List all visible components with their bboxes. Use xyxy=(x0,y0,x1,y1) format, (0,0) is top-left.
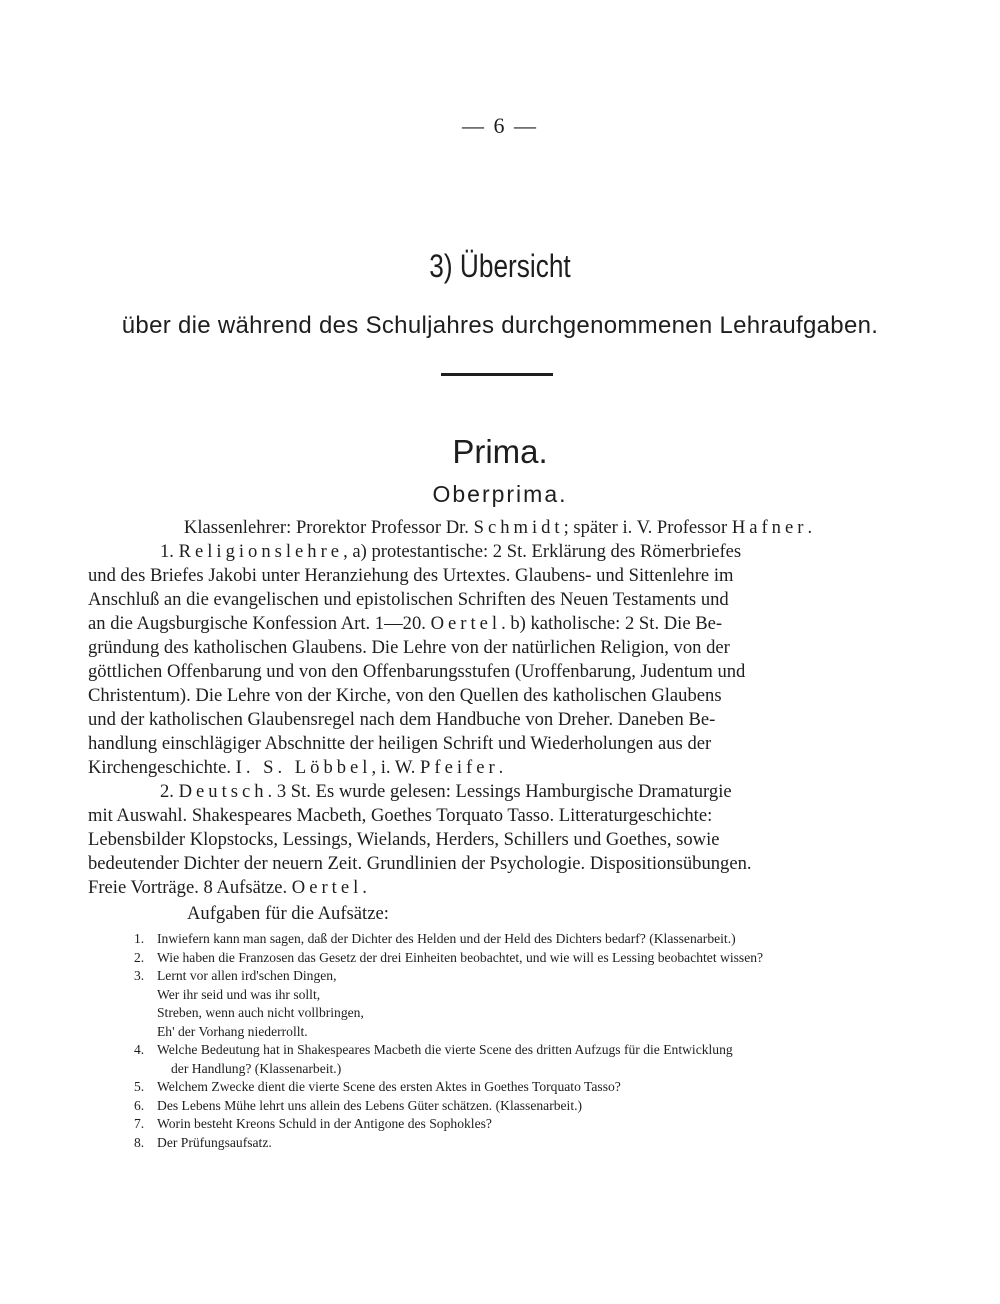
text-line: gründung des katholischen Glaubens. Die Lehre von der natürlichen Religion, von der xyxy=(88,637,730,658)
teacher-name: Hafner xyxy=(731,517,808,538)
class-teacher-line: Klassenlehrer: Prorektor Professor Dr. Schmidt; später i. V. Professor Hafner. xyxy=(183,517,813,538)
teacher-name: Schmidt xyxy=(473,517,564,538)
list-item: 6. Des Lebens Mühe lehrt uns allein des Lebens Güter schätzen. (Klassenarbeit.) xyxy=(134,1097,583,1113)
body-text xyxy=(88,516,908,900)
text-line: bedeutender Dichter der neuern Zeit. Grundlinien der Psychologie. Dispositionsübungen. xyxy=(88,853,752,874)
deutsch-paragraph xyxy=(88,780,908,900)
subject-name: Deutsch xyxy=(178,781,268,802)
list-item: 1. Inwiefern kann man sagen, daß der Dichter des Helden und der Held des Dichters bedarf? (Klassenarbeit.) xyxy=(134,931,736,946)
text-line: Lebensbilder Klopstocks, Lessings, Wielands, Herders, Schillers und Goethes, sowie xyxy=(88,829,720,850)
religion-paragraph xyxy=(88,540,908,780)
text-line: an die Augsburgische Konfession Art. 1—20. Oertel. b) katholische: 2 St. Die Be- xyxy=(88,613,723,634)
page-number: — 6 — xyxy=(462,113,538,138)
text-line: Anschluß an die evangelischen und epistolischen Schriften des Neuen Testaments und xyxy=(88,589,729,610)
list-item: 8. Der Prüfungsaufsatz. xyxy=(134,1134,272,1150)
text-line: und des Briefes Jakobi unter Heranziehung des Urtextes. Glaubens- und Sittenlehre im xyxy=(88,565,734,586)
text-line: göttlichen Offenbarung und von den Offenbarungsstufen (Uroffenbarung, Judentum und xyxy=(88,661,746,682)
list-item: 4. Welche Bedeutung hat in Shakespeares Macbeth die vierte Scene des dritten Aufzugs für die Entwicklung der Handlung? (Klassenarbeit.) xyxy=(134,1042,733,1076)
subject-name: Religionslehre xyxy=(178,541,344,562)
teacher-name: Oertel xyxy=(430,613,502,634)
text-line: 1. Religionslehre, a) protestantische: 2 St. Erklärung des Römerbriefes xyxy=(160,541,742,562)
list-item: 2. Wie haben die Franzosen das Gesetz der drei Einheiten beobachtet, und wie will es Lessing beobachtet wissen? xyxy=(134,949,764,965)
teacher-name: Pfeifer xyxy=(420,757,499,778)
subclass-heading: Oberprima. xyxy=(432,481,568,507)
text-line: und der katholischen Glaubensregel nach dem Handbuche von Dreher. Daneben Be- xyxy=(88,709,716,730)
section-heading: 3) Übersicht xyxy=(429,248,571,284)
divider-rule xyxy=(441,373,553,376)
teacher-name: Oertel xyxy=(291,877,363,898)
essay-task-list xyxy=(134,930,914,1152)
tasks-heading: Aufgaben für die Aufsätze: xyxy=(187,903,389,924)
text-line: Freie Vorträge. 8 Aufsätze. Oertel. xyxy=(88,877,367,898)
text-line: 2. Deutsch. 3 St. Es wurde gelesen: Lessings Hamburgische Dramaturgie xyxy=(160,781,732,802)
list-item: 3. Lernt vor allen ird'schen Dingen, Wer ihr seid und was ihr sollt, Streben, wenn auch nicht vollbringen, Eh' der Vorhang niederrollt. xyxy=(134,968,364,1039)
text-line: mit Auswahl. Shakespeares Macbeth, Goethes Torquato Tasso. Litteraturgeschichte: xyxy=(88,805,713,826)
text-line: Christentum). Die Lehre von der Kirche, von den Quellen des katholischen Glaubens xyxy=(88,685,722,706)
text-line: Kirchengeschichte. I. S. Löbbel, i. W. Pfeifer. xyxy=(88,757,504,778)
section-subtitle: über die während des Schuljahres durchgenommenen Lehraufgaben. xyxy=(121,312,879,339)
class-heading: Prima. xyxy=(452,433,548,470)
list-item: 7. Worin besteht Kreons Schuld in der Antigone des Sophokles? xyxy=(134,1116,492,1131)
text-line: handlung einschlägiger Abschnitte der heiligen Schrift und Wiederholungen aus der xyxy=(88,733,712,754)
teacher-name: I. S. Löbbel xyxy=(235,757,372,778)
list-item: 5. Welchem Zwecke dient die vierte Scene des ersten Aktes in Goethes Torquato Tasso? xyxy=(134,1079,621,1094)
